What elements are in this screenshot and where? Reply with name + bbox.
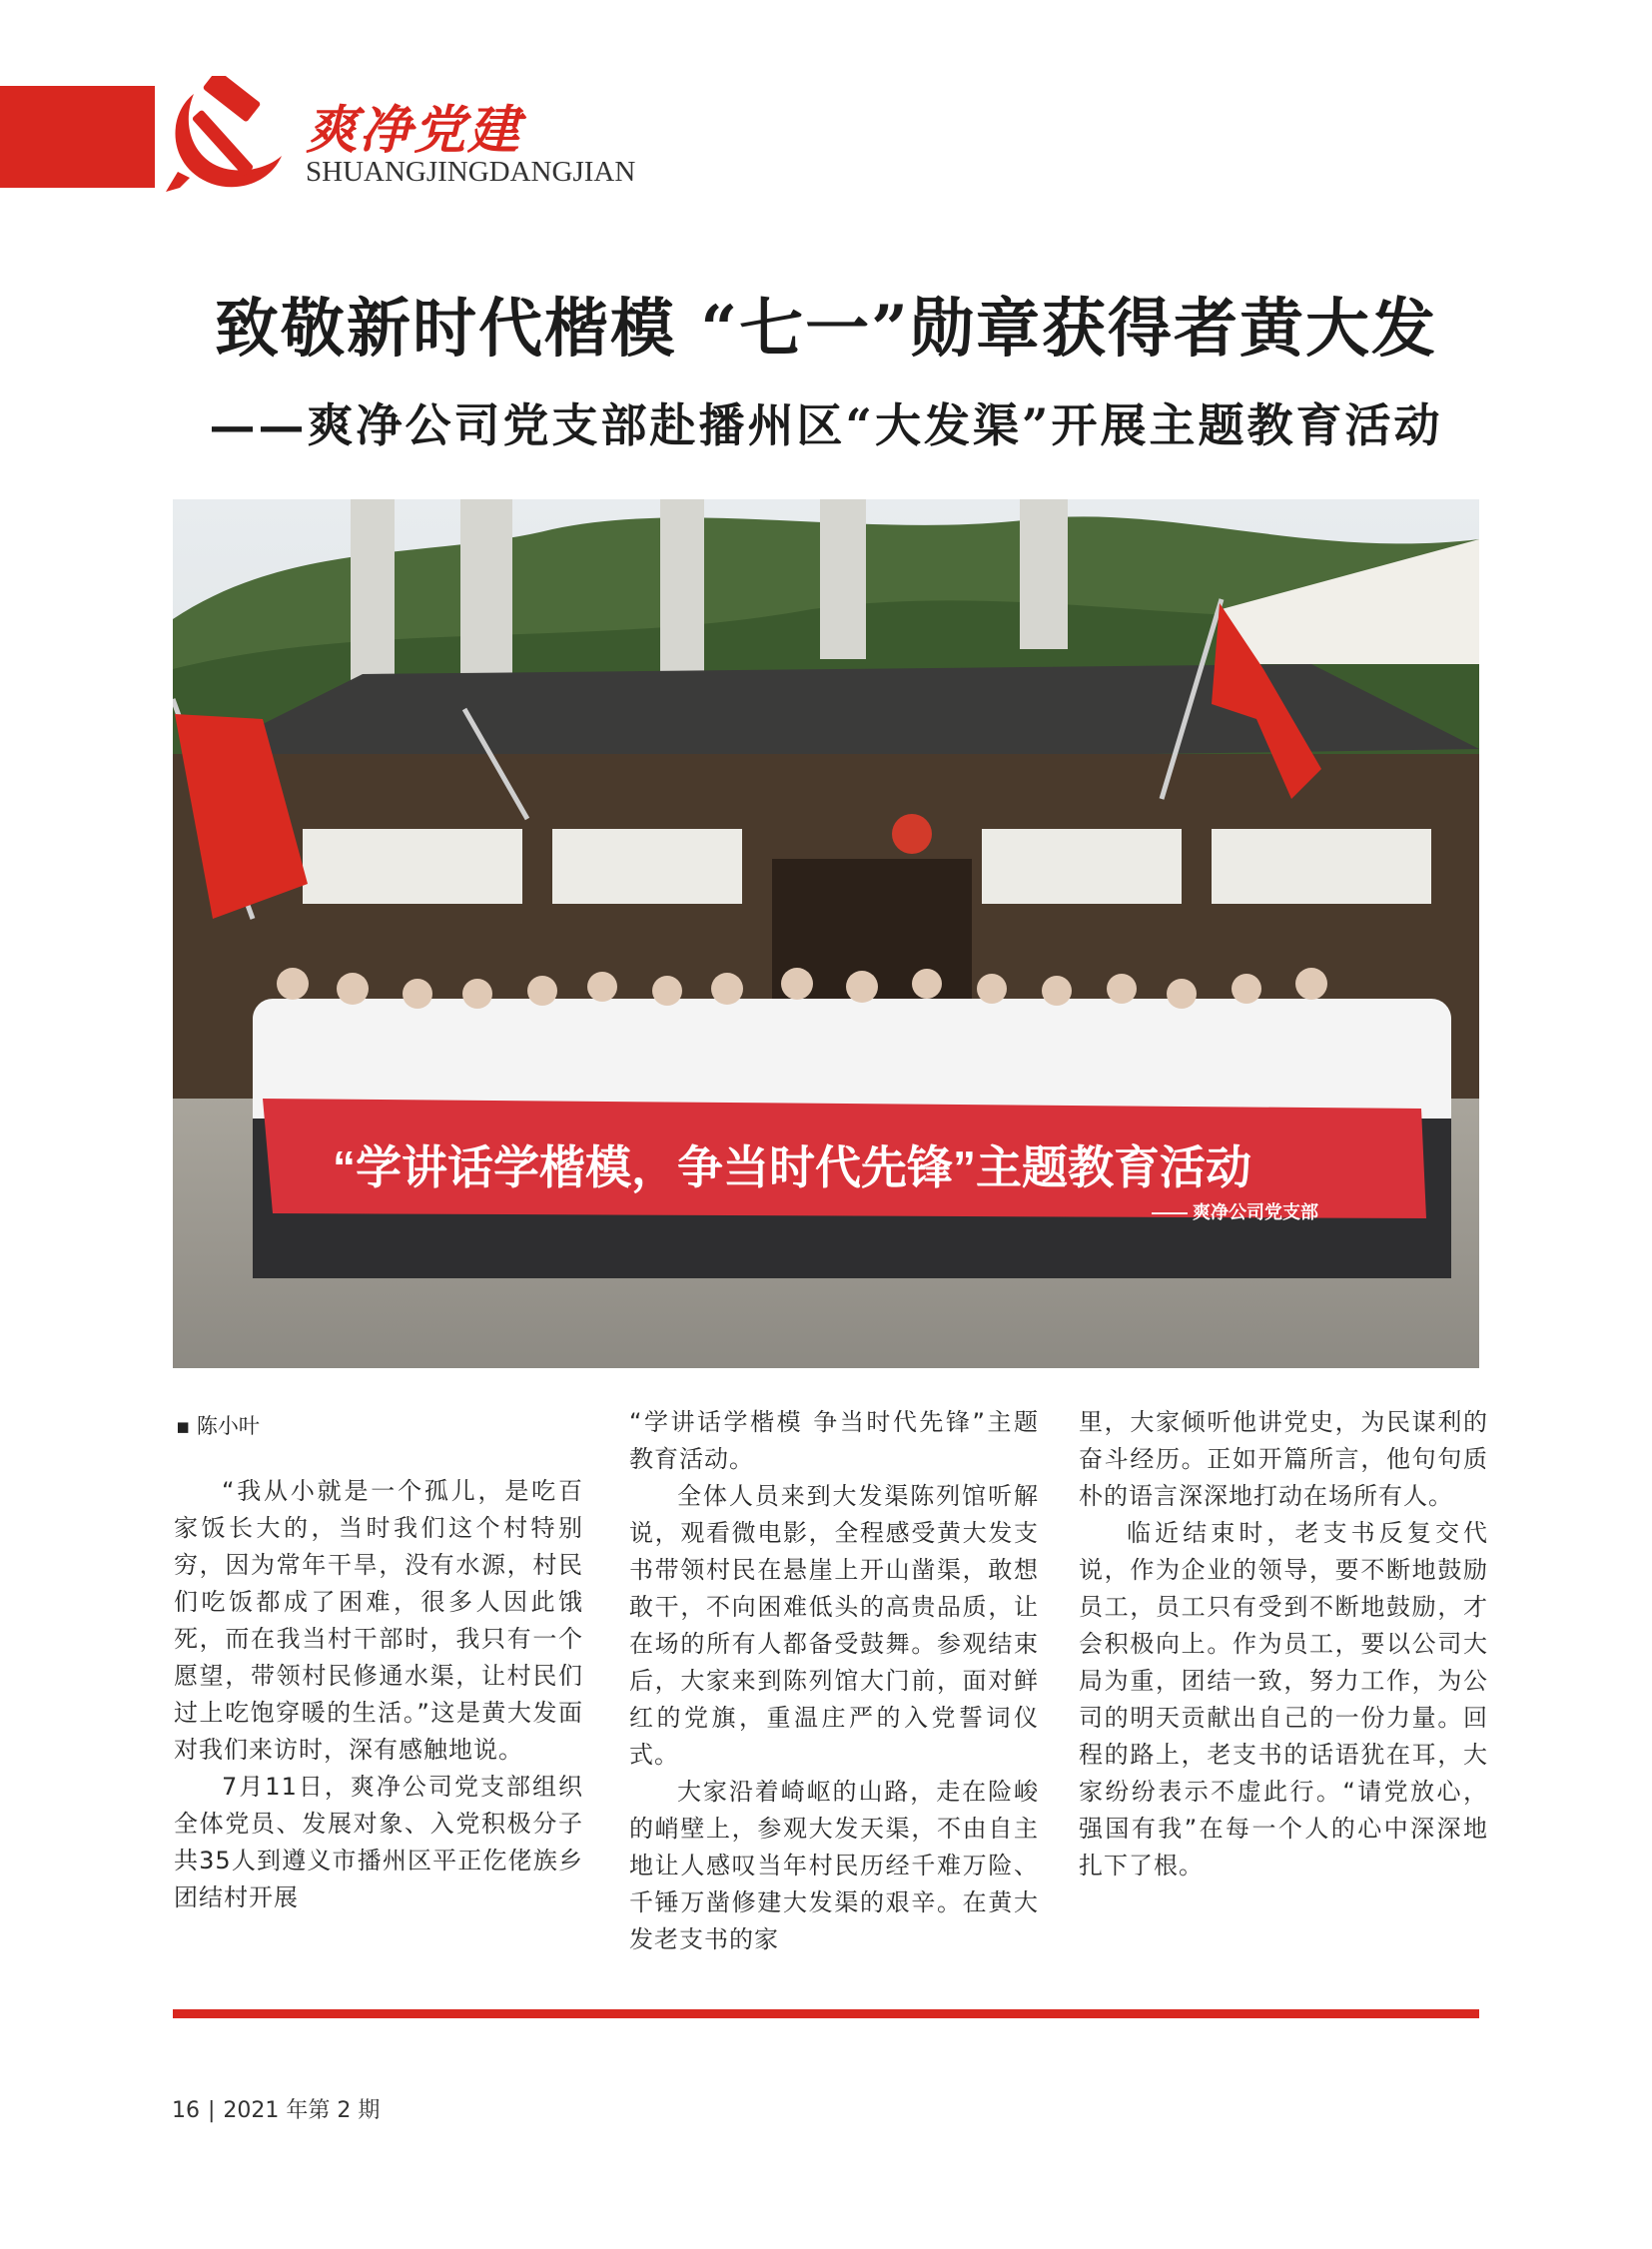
article-column-1: [174, 1473, 583, 1916]
brand-name-en: SHUANGJINGDANGJIAN: [306, 156, 636, 188]
page-footer: [172, 2093, 380, 2124]
banner-sign: —— 爽净公司党支部: [1152, 1202, 1319, 1222]
article-column-3: [1079, 1404, 1488, 1884]
issue-label: 2021 年第 2 期: [223, 2098, 381, 2123]
paragraph: 临近结束时，老支书反复交代说，作为企业的领导，要不断地鼓励员工，员工只有受到不断地鼓励，才会积极向上。作为员工，要以公司大局为重，团结一致，努力工作，为公司的明天贡献出自己的一份力量。回程的路上，老支书的话语犹在耳，大家纷纷表示不虚此行。“请党放心，强国有我”在每一个人的心中深深地扎下了根。: [1079, 1519, 1488, 1879]
paragraph: “学讲话学楷模 争当时代先锋”主题教育活动。: [629, 1408, 1039, 1473]
paragraph: “我从小就是一个孤儿，是吃百家饭长大的，当时我们这个村特别穷，因为常年干旱，没有水源，村民们吃饭都成了困难，很多人因此饿死，而在我当村干部时，我只有一个愿望，带领村民修通水渠，让村民们过上吃饱穿暖的生活。”这是黄大发面对我们来访时，深有感触地说。: [174, 1477, 583, 1764]
article-column-2: [629, 1404, 1039, 1958]
paragraph: 大家沿着崎岖的山路，走在险峻的峭壁上，参观大发天渠，不由自主地让人感叹当年村民历经千难万险、千锤万凿修建大发渠的艰辛。在黄大发老支书的家: [629, 1778, 1039, 1953]
paragraph: 全体人员来到大发渠陈列馆听解说，观看微电影，全程感受黄大发支书带领村民在悬崖上开山凿渠，敢想敢干，不向困难低头的高贵品质，让在场的所有人都备受鼓舞。参观结束后，大家来到陈列馆大门前，面对鲜红的党旗，重温庄严的入党誓词仪式。: [629, 1482, 1039, 1769]
paragraph: 里，大家倾听他讲党史，为民谋利的奋斗经历。正如开篇所言，他句句质朴的语言深深地打动在场所有人。: [1079, 1408, 1488, 1510]
paragraph: 7月11日，爽净公司党支部组织全体党员、发展对象、入党积极分子共35人到遵义市播州区平正仡佬族乡团结村开展: [174, 1773, 583, 1911]
brand-name-cn: 爽净党建: [306, 101, 522, 161]
article-subtitle: ——爽净公司党支部赴播州区“大发渠”开展主题教育活动: [209, 398, 1443, 452]
hammer-sickle-icon: [160, 76, 290, 200]
footer-separator: |: [208, 2098, 216, 2123]
footer-rule: [173, 2009, 1479, 2018]
page-number: 16: [172, 2098, 200, 2123]
banner-text: “学讲话学楷模，争当时代先锋”主题教育活动: [333, 1141, 1251, 1193]
group-photo: [173, 499, 1479, 1368]
byline: ▪ 陈小叶: [176, 1414, 260, 1438]
article-title: 致敬新时代楷模 “七一”勋章获得者黄大发: [215, 292, 1437, 367]
header-red-block: [0, 86, 155, 188]
